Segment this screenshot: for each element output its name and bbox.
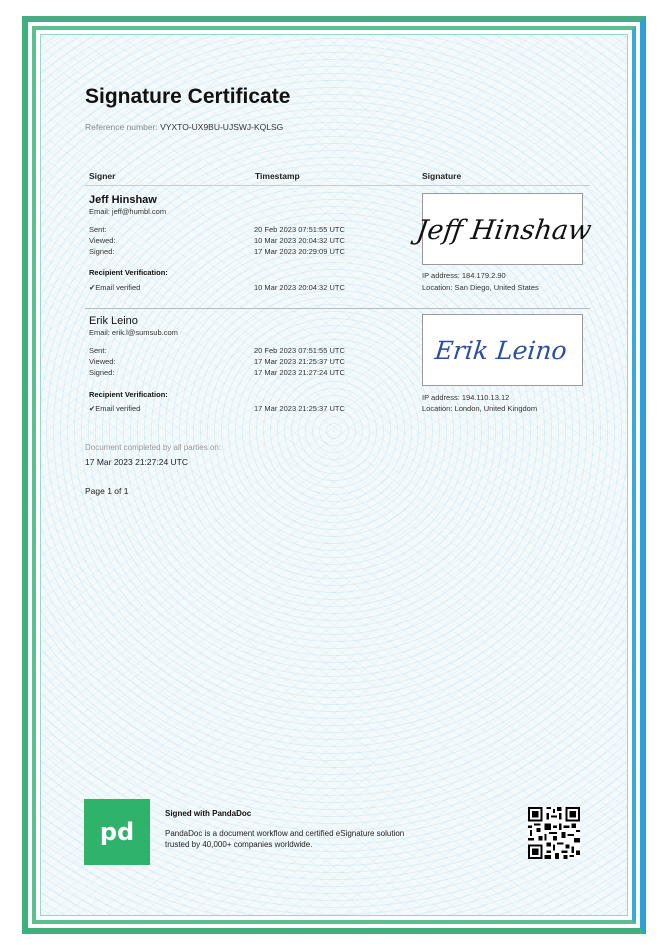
reference-value: VYXTO-UX9BU-UJSWJ-KQLSG [160,122,284,132]
signer-email: Email: jeff@humbl.com [89,207,167,216]
signer-name: Erik Leino [89,315,138,327]
location: Location: San Diego, United States [422,283,539,292]
sent-label: Sent: [89,346,107,355]
sent-label: Sent: [89,225,107,234]
reference-label: Reference number: [85,122,158,132]
sent-time: 20 Feb 2023 07:51:55 UTC [254,346,345,355]
signature-image [428,330,578,370]
page-number: Page 1 of 1 [85,486,129,496]
signed-time: 17 Mar 2023 20:29:09 UTC [254,247,345,256]
reference-number [85,122,283,132]
signature-box [422,314,583,386]
signature-image [414,209,593,249]
viewed-label: Viewed: [89,357,116,366]
viewed-label: Viewed: [89,236,116,245]
pandadoc-logo [84,799,150,865]
header-signature: Signature [422,171,462,181]
signer-email: Email: erik.l@sumsub.com [89,328,178,337]
signer-row [85,186,593,309]
viewed-time: 10 Mar 2023 20:04:32 UTC [254,236,345,245]
verification-item: ✔Email verified [89,283,141,292]
location: Location: London, United Kingdom [422,404,538,413]
pandadoc-logo-mark [95,810,139,854]
header-timestamp: Timestamp [255,171,300,181]
page-title: Signature Certificate [85,85,291,108]
svg-text:pd: pd [99,818,135,846]
signer-row [85,309,590,421]
ip-address: IP address: 184.179.2.90 [422,271,506,280]
verification-time: 17 Mar 2023 21:25:37 UTC [254,404,345,413]
footer-description: PandaDoc is a document workflow and certified eSignature solution trusted by 40,000+ companies worldwide. [165,829,405,849]
verification-item: ✔Email verified [89,404,141,413]
completion-label: Document completed by all parties on: [85,443,222,452]
signer-name: Jeff Hinshaw [89,194,157,206]
svg-text:Erik Leino: Erik Leino [432,336,568,365]
verification-time: 10 Mar 2023 20:04:32 UTC [254,283,345,292]
header-signer: Signer [89,171,116,181]
signature-box [414,193,593,265]
signed-label: Signed: [89,247,115,256]
verification-label: Recipient Verification: [89,268,168,277]
viewed-time: 17 Mar 2023 21:25:37 UTC [254,357,345,366]
svg-text:Jeff Hinshaw: Jeff Hinshaw [414,215,593,246]
sent-time: 20 Feb 2023 07:51:55 UTC [254,225,345,234]
signed-label: Signed: [89,368,115,377]
signed-time: 17 Mar 2023 21:27:24 UTC [254,368,345,377]
verification-label: Recipient Verification: [89,390,168,399]
completion-date: 17 Mar 2023 21:27:24 UTC [85,457,189,467]
qr-code [528,807,580,859]
footer-title: Signed with PandaDoc [165,809,252,818]
table-header [85,167,590,186]
ip-address: IP address: 194.110.13.12 [422,393,510,402]
